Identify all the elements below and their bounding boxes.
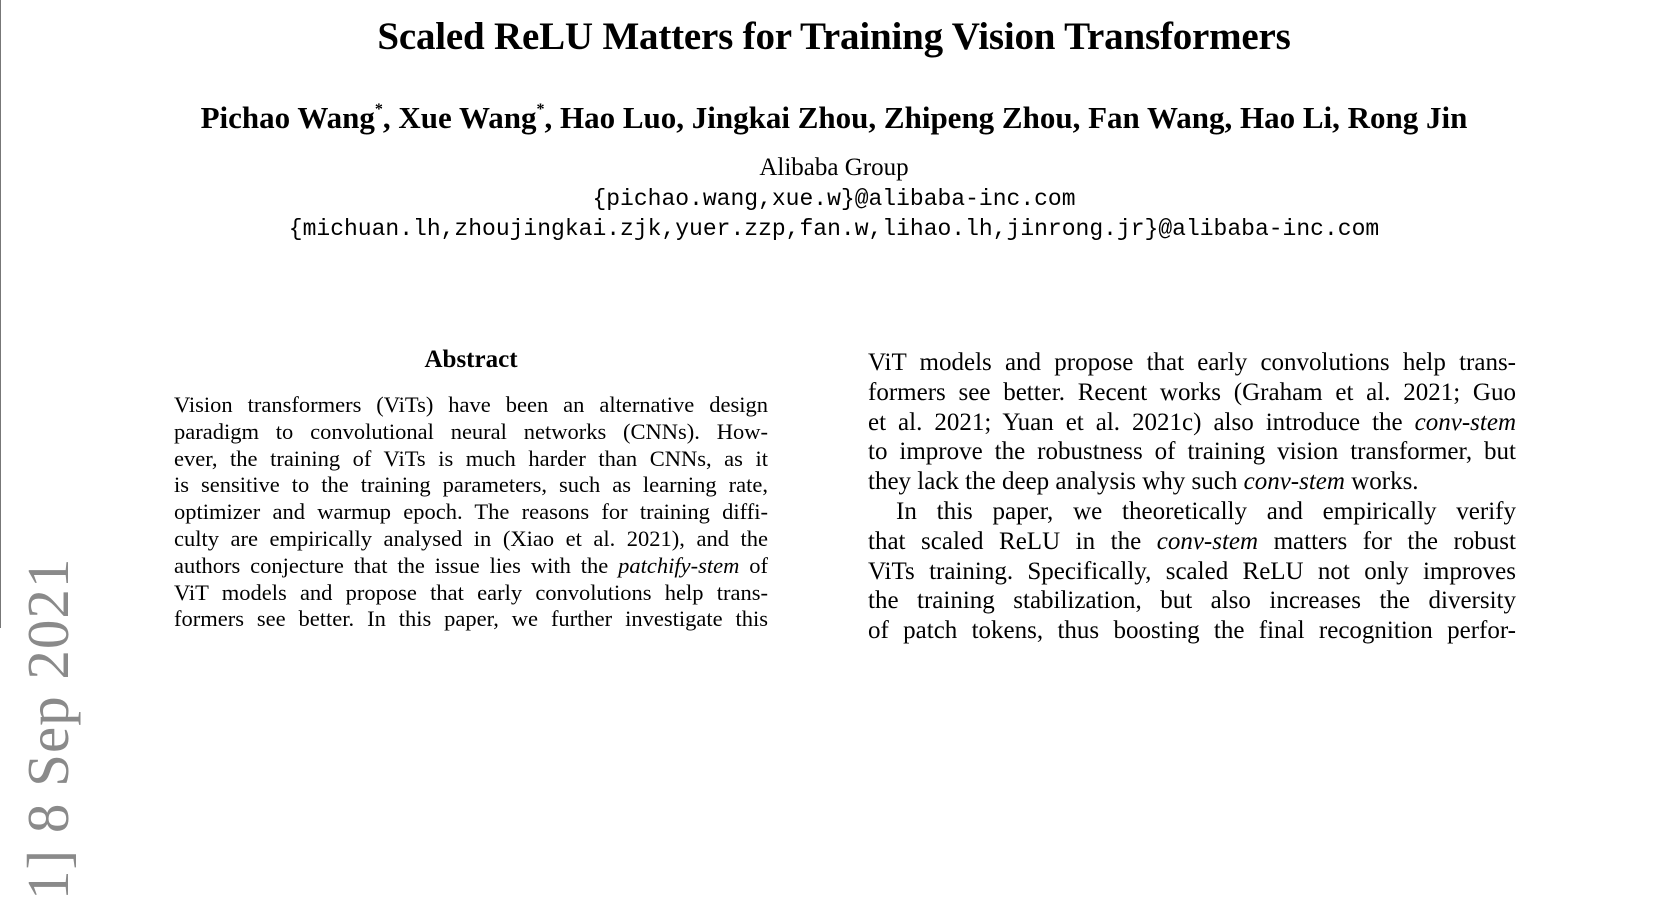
abstract-text: of xyxy=(739,552,768,578)
body-line: to improve the robustness of training vision transformer, but xyxy=(868,438,1516,466)
body-line: of patch tokens, thus boosting the final recognition perfor- xyxy=(868,617,1516,645)
body-line: formers see better. Recent works (Graham et al. 2021; Guo xyxy=(868,378,1516,406)
author-list xyxy=(0,100,1668,136)
body-emphasis: conv-stem xyxy=(1414,408,1516,436)
abstract-body xyxy=(174,392,768,633)
page-edge xyxy=(0,0,1,628)
author-separator: , xyxy=(382,100,399,135)
abstract-line: Vision transformers (ViTs) have been an alternative design xyxy=(174,392,768,417)
intro-body xyxy=(868,348,1516,646)
abstract-line: paradigm to convolutional neural networks (CNNs). How- xyxy=(174,418,768,444)
body-line xyxy=(868,527,1516,557)
abstract-line: optimizer and warmup epoch. The reasons for training diffi- xyxy=(174,499,768,525)
body-line: the training stabilization, but also increases the diversity xyxy=(868,587,1516,615)
abstract-text: authors conjecture that the issue lies with the xyxy=(174,552,619,578)
affiliation: Alibaba Group xyxy=(759,154,909,181)
abstract-line xyxy=(174,553,768,580)
body-emphasis: conv-stem xyxy=(1243,468,1345,496)
abstract-line: is sensitive to the training parameters, such as learning rate, xyxy=(174,472,768,498)
body-text: they lack the deep analysis why such xyxy=(868,468,1244,496)
body-line: In this paper, we theoretically and empirically verify xyxy=(896,497,1516,525)
equal-contribution-mark: * xyxy=(536,101,545,118)
body-line xyxy=(868,467,1516,497)
paper-title: Scaled ReLU Matters for Training Vision Transformers xyxy=(377,15,1291,58)
body-line: ViT models and propose that early convolutions help trans- xyxy=(868,349,1516,376)
body-text: that scaled ReLU in the xyxy=(868,527,1157,555)
email-line-1: {pichao.wang,xue.w}@alibaba-inc.com xyxy=(592,186,1076,212)
abstract-line: culty are empirically analysed in (Xiao et al. 2021), and the xyxy=(174,525,768,551)
abstract-line: formers see better. In this paper, we further investigate this xyxy=(174,606,768,632)
email-line-2: {michuan.lh,zhoujingkai.zjk,yuer.zzp,fan.w,lihao.lh,jinrong.jr}@alibaba-inc.com xyxy=(288,216,1380,242)
author-2: Xue Wang xyxy=(398,100,537,135)
abstract-line: ViT models and propose that early convolutions help trans- xyxy=(174,579,768,605)
equal-contribution-mark: * xyxy=(374,101,383,118)
author-1: Pichao Wang xyxy=(200,100,375,135)
abstract-heading: Abstract xyxy=(424,346,518,373)
body-emphasis: conv-stem xyxy=(1156,527,1259,555)
body-text: matters for the robust xyxy=(1258,527,1516,555)
body-text: et al. 2021; Yuan et al. 2021c) also introduce the xyxy=(868,408,1415,436)
abstract-line: ever, the training of ViTs is much harder than CNNs, as it xyxy=(174,445,768,471)
body-line xyxy=(868,408,1516,438)
body-text: works. xyxy=(1344,468,1419,496)
other-authors: , Hao Luo, Jingkai Zhou, Zhipeng Zhou, Fan Wang, Hao Li, Rong Jin xyxy=(544,100,1468,135)
abstract-emphasis: patchify-stem xyxy=(618,552,740,578)
body-line: ViTs training. Specifically, scaled ReLU not only improves xyxy=(868,557,1516,585)
arxiv-side-stamp: 1] 8 Sep 2021 xyxy=(15,557,81,900)
